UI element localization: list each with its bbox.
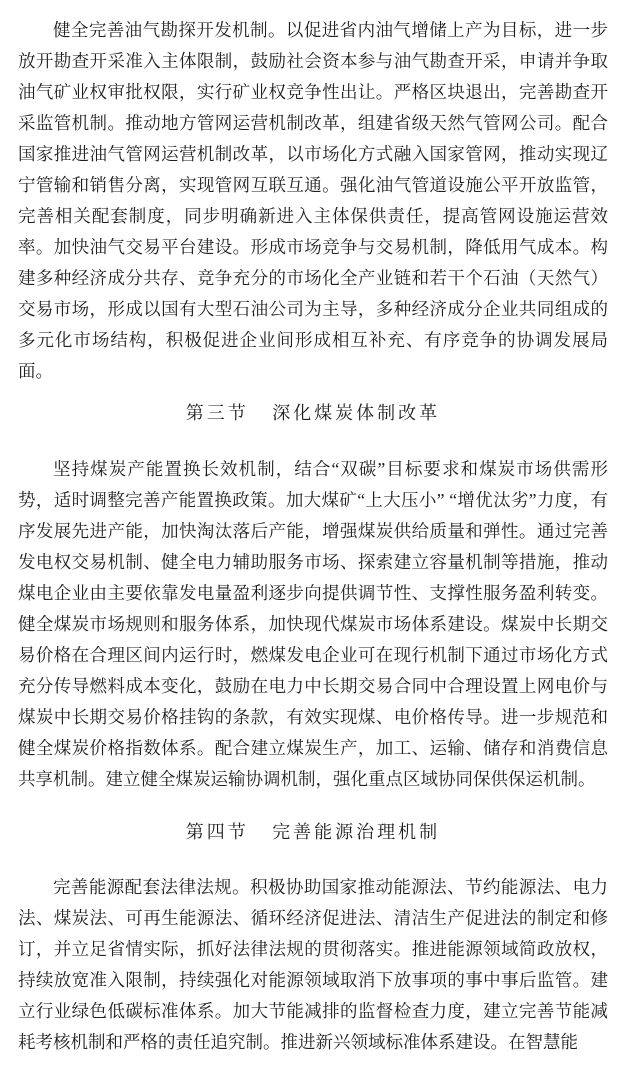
paragraph-energy-governance: 完善能源配套法律法规。积极协助国家推动能源法、节约能源法、电力法、煤炭法、可再生能源法、循环经济促进法、清洁生产促进法的制定和修订，并立足省情实际，抓好法律法规的贯彻落实。推进能源领域简政放权，持续放宽准入限制，持续强化对能源领域取消下放事项的事中事后监管。建立行业绿色低碳标准体系。加大节能减排的监督检查力度，建立完善节能减耗考核机制和严格的责任追究制。推进新兴领域标准体系建设。在智慧能 <box>18 877 608 1052</box>
section-three-title: 深化煤炭体制改革 <box>272 403 441 423</box>
section-heading-four <box>18 817 608 848</box>
section-four-title: 完善能源治理机制 <box>272 822 441 842</box>
paragraph-oil-gas-mechanism: 健全完善油气勘探开发机制。以促进省内油气增储上产为目标，进一步放开勘查开采准入主体限制，鼓励社会资本参与油气勘查开采，申请并争取油气矿业权审批权限，实行矿业权竞争性出让。严格区块退出，完善勘查开采监管机制。推动地方管网运营机制改革，组建省级天然气管网公司。配合国家推进油气管网运营机制改革，以市场化方式融入国家管网，推动实现辽宁管输和销售分离，实现管网互联互通。强化油气管道设施公平开放监管，完善相关配套制度，同步明确新进入主体保供责任，提高管网设施运营效率。加快油气交易平台建设。形成市场竞争与交易机制，降低用气成本。构建多种经济成分共存、竞争充分的市场化全产业链和若干个石油（天然气）交易市场，形成以国有大型石油公司为主导，多种经济成分企业共同组成的多元化市场结构，积极促进企业间形成相互补充、有序竞争的协调发展局面。 <box>18 20 608 381</box>
section-three-number: 第三节 <box>185 403 249 423</box>
section-four-number: 第四节 <box>185 822 249 842</box>
paragraph-coal-system-reform: 坚持煤炭产能置换长效机制，结合“双碳”目标要求和煤炭市场供需形势，适时调整完善产能置换政策。加大煤矿“上大压小” “增优汰劣”力度，有序发展先进产能，加快淘汰落后产能，增强煤炭供给质量和弹性。通过完善发电权交易机制、健全电力辅助服务市场、探索建立容量机制等措施，推动煤电企业由主要依靠发电量盈利逐步向提供调节性、支撑性服务盈利转变。健全煤炭市场规则和服务体系，加快现代煤炭市场体系建设。煤炭中长期交易价格在合理区间内运行时，燃煤发电企业可在现行机制下通过市场化方式充分传导燃料成本变化，鼓励在电力中长期交易合同中合理设置上网电价与煤炭中长期交易价格挂钩的条款，有效实现煤、电价格传导。进一步规范和健全煤炭价格指数体系。配合建立煤炭生产，加工、运输、储存和消费信息共享机制。建立健全煤炭运输协调机制，强化重点区域协同保供保运机制。 <box>18 459 608 789</box>
section-heading-three <box>18 398 608 429</box>
